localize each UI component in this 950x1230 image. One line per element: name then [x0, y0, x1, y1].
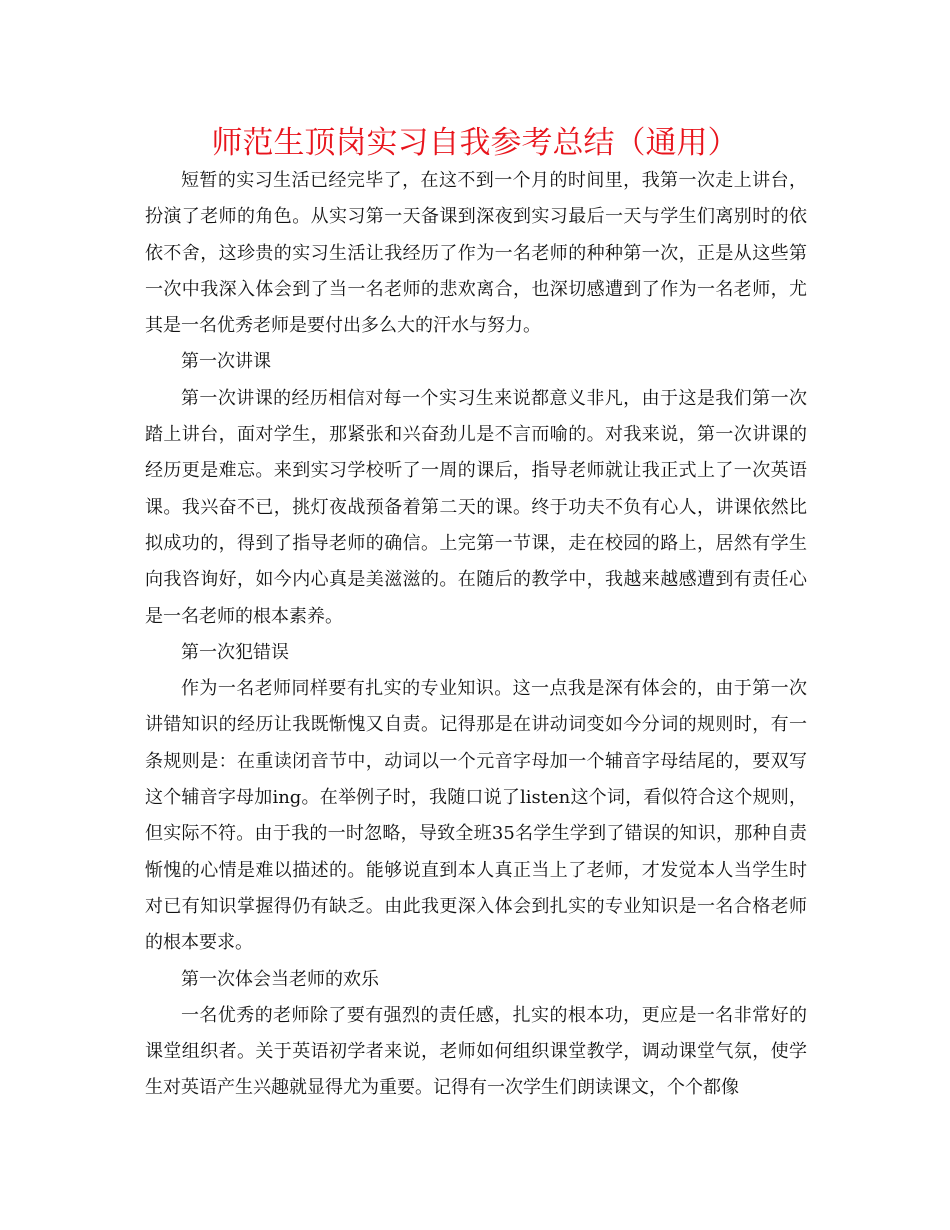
first-mistake-paragraph: 作为一名老师同样要有扎实的专业知识。这一点我是深有体会的，由于第一次讲错知识的经历让我既惭愧又自责。记得那是在讲动词变如今分词的规则时，有一条规则是：在重读闭音节中，动词以一个元音字母加一个辅音字母结尾的，要双写这个辅音字母加ing。在举例子时，我随口说了listen这个词，看似符合这个规则，但实际不符。由于我的一时忽略，导致全班35名学生学到了错误的知识，那种自责惭愧的心情是难以描述的。能够说直到本人真正当上了老师，才发觉本人当学生时对已有知识掌握得仍有缺乏。由此我更深入体会到扎实的专业知识是一名合格老师的根本要求。	[145, 678, 807, 954]
section-heading-first-mistake: 第一次犯错误	[181, 641, 289, 663]
document-body	[145, 163, 807, 1107]
document-title: 师范生顶岗实习自我参考总结（通用）	[211, 125, 739, 161]
section-heading-first-joy: 第一次体会当老师的欢乐	[181, 968, 379, 990]
first-joy-paragraph: 一名优秀的老师除了要有强烈的责任感，扎实的根本功，更应是一名非常好的课堂组织者。关于英语初学者来说，老师如何组织课堂教学，调动课堂气氛，使学生对英语产生兴趣就显得尤为重要。记得有一次学生们朗读课文，个个都像	[145, 1004, 807, 1099]
intro-paragraph: 短暂的实习生活已经完毕了，在这不到一个月的时间里，我第一次走上讲台，扮演了老师的角色。从实习第一天备课到深夜到实习最后一天与学生们离别时的依依不舍，这珍贵的实习生活让我经历了作为一名老师的种种第一次，正是从这些第一次中我深入体会到了当一名老师的悲欢离合，也深切感遭到了作为一名老师，尤其是一名优秀老师是要付出多么大的汗水与努力。	[145, 170, 807, 337]
first-lecture-paragraph: 第一次讲课的经历相信对每一个实习生来说都意义非凡，由于这是我们第一次踏上讲台，面对学生，那紧张和兴奋劲儿是不言而喻的。对我来说，第一次讲课的经历更是难忘。来到实习学校听了一周的课后，指导老师就让我正式上了一次英语课。我兴奋不已，挑灯夜战预备着第二天的课。终于功夫不负有心人，讲课依然比拟成功的，得到了指导老师的确信。上完第一节课，走在校园的路上，居然有学生向我咨询好，如今内心真是美滋滋的。在随后的教学中，我越来越感遭到有责任心是一名老师的根本素养。	[145, 387, 807, 627]
section-heading-first-lecture: 第一次讲课	[181, 351, 271, 373]
